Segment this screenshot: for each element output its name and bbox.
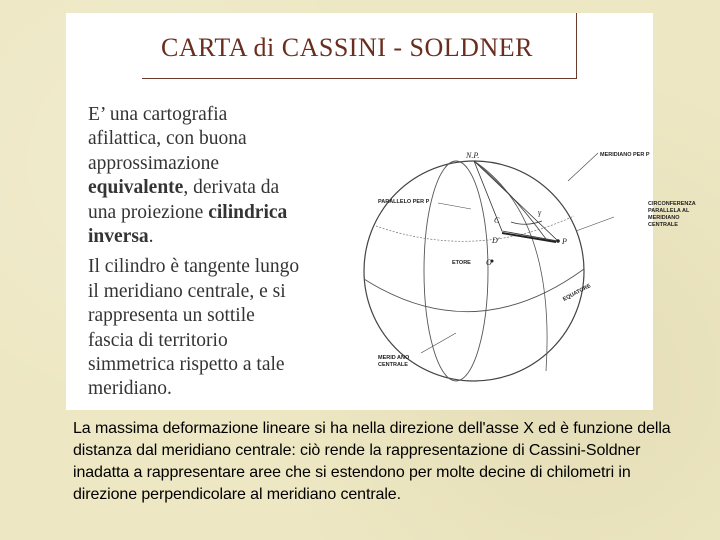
letter-gamma: γ bbox=[538, 208, 542, 217]
point-p bbox=[556, 239, 560, 243]
paragraph1-part3: . bbox=[148, 226, 154, 248]
paragraph1-bold-cilindrica-inversa: cilindrica inversa bbox=[88, 201, 288, 248]
caption-text: La massima deformazione lineare si ha nella direzione dell'asse X ed è funzione della distanza dal meridiano centrale: ciò rende la rappresentazione di Cassini-Soldner inadatta a rappresentare aree che si estendono per molte decine di chilometri in direzione perpendicolare al meridiano centrale. bbox=[73, 420, 671, 503]
letter-d-prime: D' bbox=[492, 236, 500, 245]
label-circonferenza-4: CENTRALE bbox=[648, 222, 678, 228]
slide-title: CARTA di CASSINI - SOLDNER bbox=[161, 33, 533, 62]
parallel-circumference-line bbox=[474, 161, 547, 371]
equator-line bbox=[364, 269, 584, 312]
label-parallelo-per-p: PARALLELO PER P bbox=[378, 199, 430, 205]
pointer-meridiano-centrale bbox=[421, 333, 456, 353]
paragraph1-bold-equivalente: equivalente bbox=[88, 177, 184, 199]
label-circonferenza-1: CIRCONFERENZA bbox=[648, 201, 696, 207]
arc-d-p bbox=[502, 233, 556, 242]
label-meridiano-centrale-2: CENTRALE bbox=[378, 362, 408, 368]
label-circonferenza-3: MERIDIANO bbox=[648, 215, 680, 221]
pointer-meridiano bbox=[568, 153, 598, 181]
paragraph1-part2: , derivata da una proiezione bbox=[88, 177, 280, 223]
letter-o: O bbox=[486, 258, 492, 267]
label-meridiano-centrale-1: MERID ANO bbox=[378, 355, 410, 361]
description-paragraph-2: Il cilindro è tangente lungo il meridiano centrale, e si rappresenta un sottile fascia di territorio simmetrica rispetto a tale meridiano. bbox=[88, 256, 300, 400]
letter-c: C bbox=[494, 216, 500, 225]
central-meridian-line bbox=[424, 161, 488, 381]
description-text bbox=[88, 103, 303, 402]
sphere-diagram bbox=[306, 121, 696, 376]
letter-p: P bbox=[562, 237, 567, 246]
sphere-outline bbox=[364, 161, 584, 381]
meridian-p-line bbox=[474, 161, 546, 239]
label-equatore: EQUATORE bbox=[562, 283, 593, 303]
label-meridiano-per-p: MERIDIANO PER P bbox=[600, 152, 650, 158]
letter-np: N.P. bbox=[466, 151, 480, 160]
triangle-lines bbox=[474, 161, 558, 241]
pointer-circonferenza bbox=[576, 217, 614, 231]
pointer-parallelo bbox=[438, 203, 471, 209]
cassini-soldner-figure bbox=[306, 121, 696, 376]
label-equatore-short: ETORE bbox=[452, 260, 471, 266]
parallel-line bbox=[376, 216, 574, 241]
label-circonferenza-2: PARALLELA AL bbox=[648, 208, 690, 214]
slide-image bbox=[66, 13, 696, 410]
description-paragraph-1 bbox=[88, 103, 303, 249]
paragraph1-part1: E’ una cartografia afilattica, con buona approssimazione bbox=[88, 104, 247, 174]
